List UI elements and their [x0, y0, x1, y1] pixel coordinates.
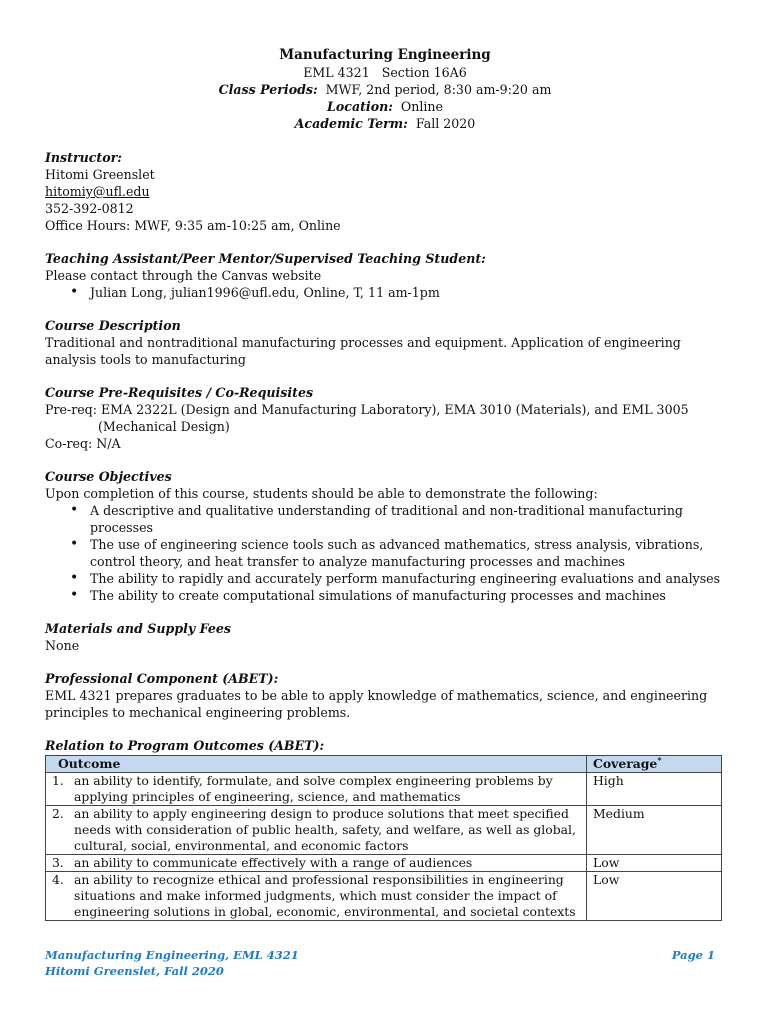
academic-term [45, 115, 725, 132]
table-row [46, 855, 722, 872]
coverage-column-header: Coverage* [587, 756, 722, 773]
term-label: Academic Term: [294, 116, 408, 131]
table-row [46, 872, 722, 921]
footer-course: Manufacturing Engineering, EML 4321 [45, 948, 299, 962]
description-heading: Course Description [45, 318, 181, 333]
table-row [46, 773, 722, 806]
outcome-text: an ability to recognize ethical and professional responsibilities in engineering situations and make informed judgments, which must consider the impact of engineering solutions in global, economic, environmental, and societal contexts [74, 872, 576, 919]
document-header [45, 46, 725, 132]
location-label: Location: [327, 99, 393, 114]
outcome-coverage: Low [587, 872, 722, 921]
objectives-list [45, 502, 725, 604]
instructor-office-hours: Office Hours: MWF, 9:35 am-10:25 am, Online [45, 218, 341, 233]
course-line: EML 4321 Section 16A6 [303, 65, 467, 80]
footer-instructor-term: Hitomi Greenslet, Fall 2020 [45, 964, 224, 978]
outcomes-table [45, 755, 722, 921]
outcome-number: 1. [52, 773, 64, 788]
ta-heading: Teaching Assistant/Peer Mentor/Supervised Teaching Student: [45, 251, 486, 266]
list-item: • The ability to create computational simulations of manufacturing processes and machines [90, 587, 725, 604]
instructor-heading: Instructor: [45, 150, 122, 165]
syllabus-page [45, 46, 725, 921]
outcome-text: an ability to identify, formulate, and solve complex engineering problems by applying principles of engineering, science, and mathematics [74, 773, 553, 804]
instructor-email-link[interactable]: hitomiy@ufl.edu [45, 184, 150, 199]
instructor-phone: 352-392-0812 [45, 201, 134, 216]
abet-heading: Professional Component (ABET): [45, 671, 279, 686]
outcome-text: an ability to apply engineering design to produce solutions that meet specified needs with consideration of public health, safety, and welfare, as well as global, cultural, social, environmental, and economic factors [74, 806, 576, 853]
abet-text: EML 4321 prepares graduates to be able to apply knowledge of mathematics, science, and engineering principles to mechanical engineering problems. [45, 688, 708, 720]
list-item: • Julian Long, julian1996@ufl.edu, Online, T, 11 am-1pm [90, 284, 725, 301]
list-item: • The ability to rapidly and accurately perform manufacturing engineering evaluations and analyses [90, 570, 725, 587]
table-header-row [46, 756, 722, 773]
list-item: • A descriptive and qualitative understanding of traditional and non-traditional manufacturing processes [90, 502, 725, 536]
class-periods-value: MWF, 2nd period, 8:30 am-9:20 am [325, 82, 552, 97]
outcome-coverage: High [587, 773, 722, 806]
outcome-coverage: Low [587, 855, 722, 872]
location-value: Online [400, 99, 443, 114]
materials-heading: Materials and Supply Fees [45, 621, 231, 636]
list-item: • The use of engineering science tools such as advanced mathematics, stress analysis, vibrations, control theory, and heat transfer to analyze manufacturing processes and machines [90, 536, 725, 570]
prereq-heading: Course Pre-Requisites / Co-Requisites [45, 385, 314, 400]
page-footer [45, 947, 715, 979]
outcomes-heading: Relation to Program Outcomes (ABET): [45, 738, 325, 753]
document-title: Manufacturing Engineering [279, 47, 491, 63]
ta-note: Please contact through the Canvas website [45, 268, 322, 283]
coverage-footnote-mark: * [657, 754, 662, 765]
outcome-number: 3. [52, 855, 64, 870]
objectives-intro: Upon completion of this course, students should be able to demonstrate the following: [45, 486, 598, 501]
outcome-number: 2. [52, 806, 64, 821]
instructor-name: Hitomi Greenslet [45, 167, 155, 182]
outcome-number: 4. [52, 872, 64, 887]
outcome-column-header: Outcome [46, 756, 587, 773]
class-periods-label: Class Periods: [218, 82, 318, 97]
coreq-text: Co-req: N/A [45, 436, 121, 451]
location [45, 98, 725, 115]
objectives-heading: Course Objectives [45, 469, 172, 484]
description-text: Traditional and nontraditional manufacturing processes and equipment. Application of engineering analysis tools to manufacturing [45, 335, 681, 367]
outcome-text: an ability to communicate effectively with a range of audiences [74, 855, 473, 870]
class-periods [45, 81, 725, 98]
table-row [46, 806, 722, 855]
outcome-coverage: Medium [587, 806, 722, 855]
materials-text: None [45, 638, 80, 653]
term-value: Fall 2020 [415, 116, 476, 131]
ta-list [45, 284, 725, 301]
footer-page-number: Page 1 [671, 948, 715, 962]
prereq-text: Pre-req: EMA 2322L (Design and Manufacturing Laboratory), EMA 3010 (Materials), and EML 3005 (Mechanical Design) [45, 402, 689, 434]
